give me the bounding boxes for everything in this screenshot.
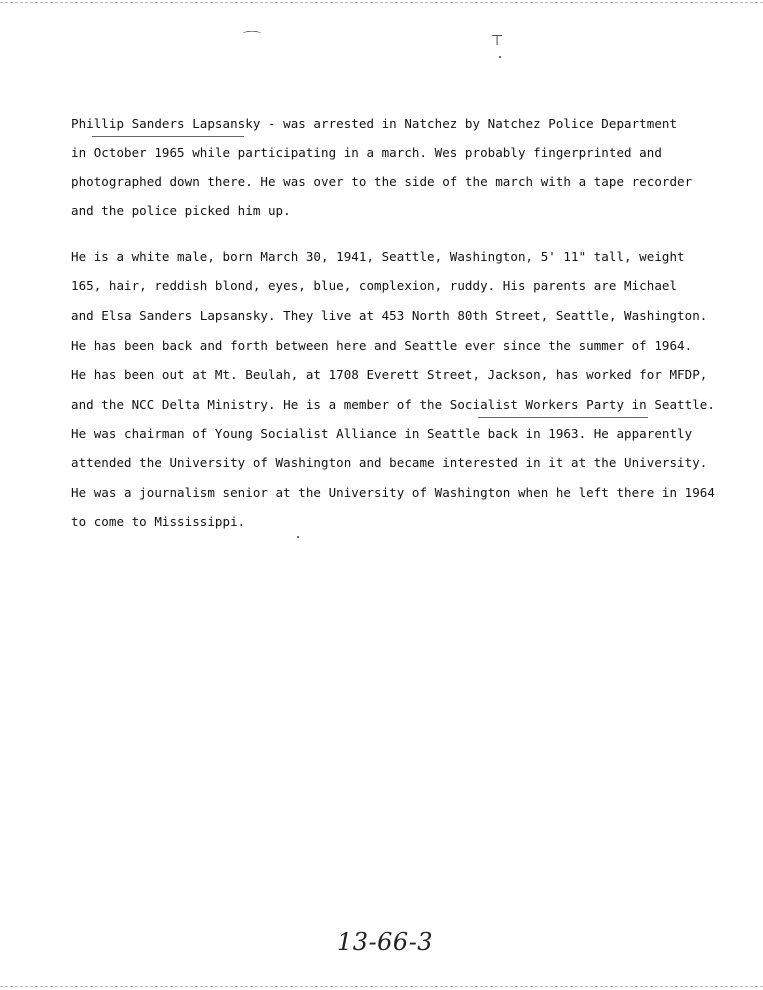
text-line: Phillip Sanders Lapsansky - was arrested in Natchez by Natchez Police Department <box>71 116 678 131</box>
margin-mark-left: ⌒ <box>242 31 262 47</box>
text-line: He was chairman of Young Socialist Alliance in Seattle back in 1963. He apparently <box>71 426 693 441</box>
handwritten-file-number: 13-66-3 <box>337 928 434 956</box>
text-line: 165, hair, reddish blond, eyes, blue, complexion, ruddy. His parents are Michael <box>71 278 678 293</box>
text-line: He is a white male, born March 30, 1941, Seattle, Washington, 5' 11" tall, weight <box>71 249 685 264</box>
handwritten-underline <box>92 136 244 137</box>
scan-speck <box>499 56 501 58</box>
margin-mark-right: ⊤ <box>491 33 504 49</box>
text-line: in October 1965 while participating in a march. Wes probably fingerprinted and <box>71 145 662 160</box>
text-line: and Elsa Sanders Lapsansky. They live at 453 North 80th Street, Seattle, Washington. <box>71 308 708 323</box>
text-line: attended the University of Washington and became interested in it at the University. <box>71 455 708 470</box>
text-line: photographed down there. He was over to the side of the march with a tape recorder <box>71 174 693 189</box>
text-line: He has been out at Mt. Beulah, at 1708 Everett Street, Jackson, has worked for MFDP, <box>71 367 708 382</box>
text-line: He has been back and forth between here and Seattle ever since the summer of 1964. <box>71 338 693 353</box>
scan-edge-bottom <box>0 986 763 987</box>
text-line: He was a journalism senior at the University of Washington when he left there in 1964 <box>71 485 715 500</box>
text-line: and the NCC Delta Ministry. He is a member of the Socialist Workers Party in Seattle. <box>71 397 715 412</box>
scan-speck <box>297 536 299 538</box>
handwritten-underline <box>478 417 648 418</box>
text-line: to come to Mississippi. <box>71 514 246 529</box>
text-line: and the police picked him up. <box>71 203 291 218</box>
scan-edge-top <box>0 2 763 3</box>
